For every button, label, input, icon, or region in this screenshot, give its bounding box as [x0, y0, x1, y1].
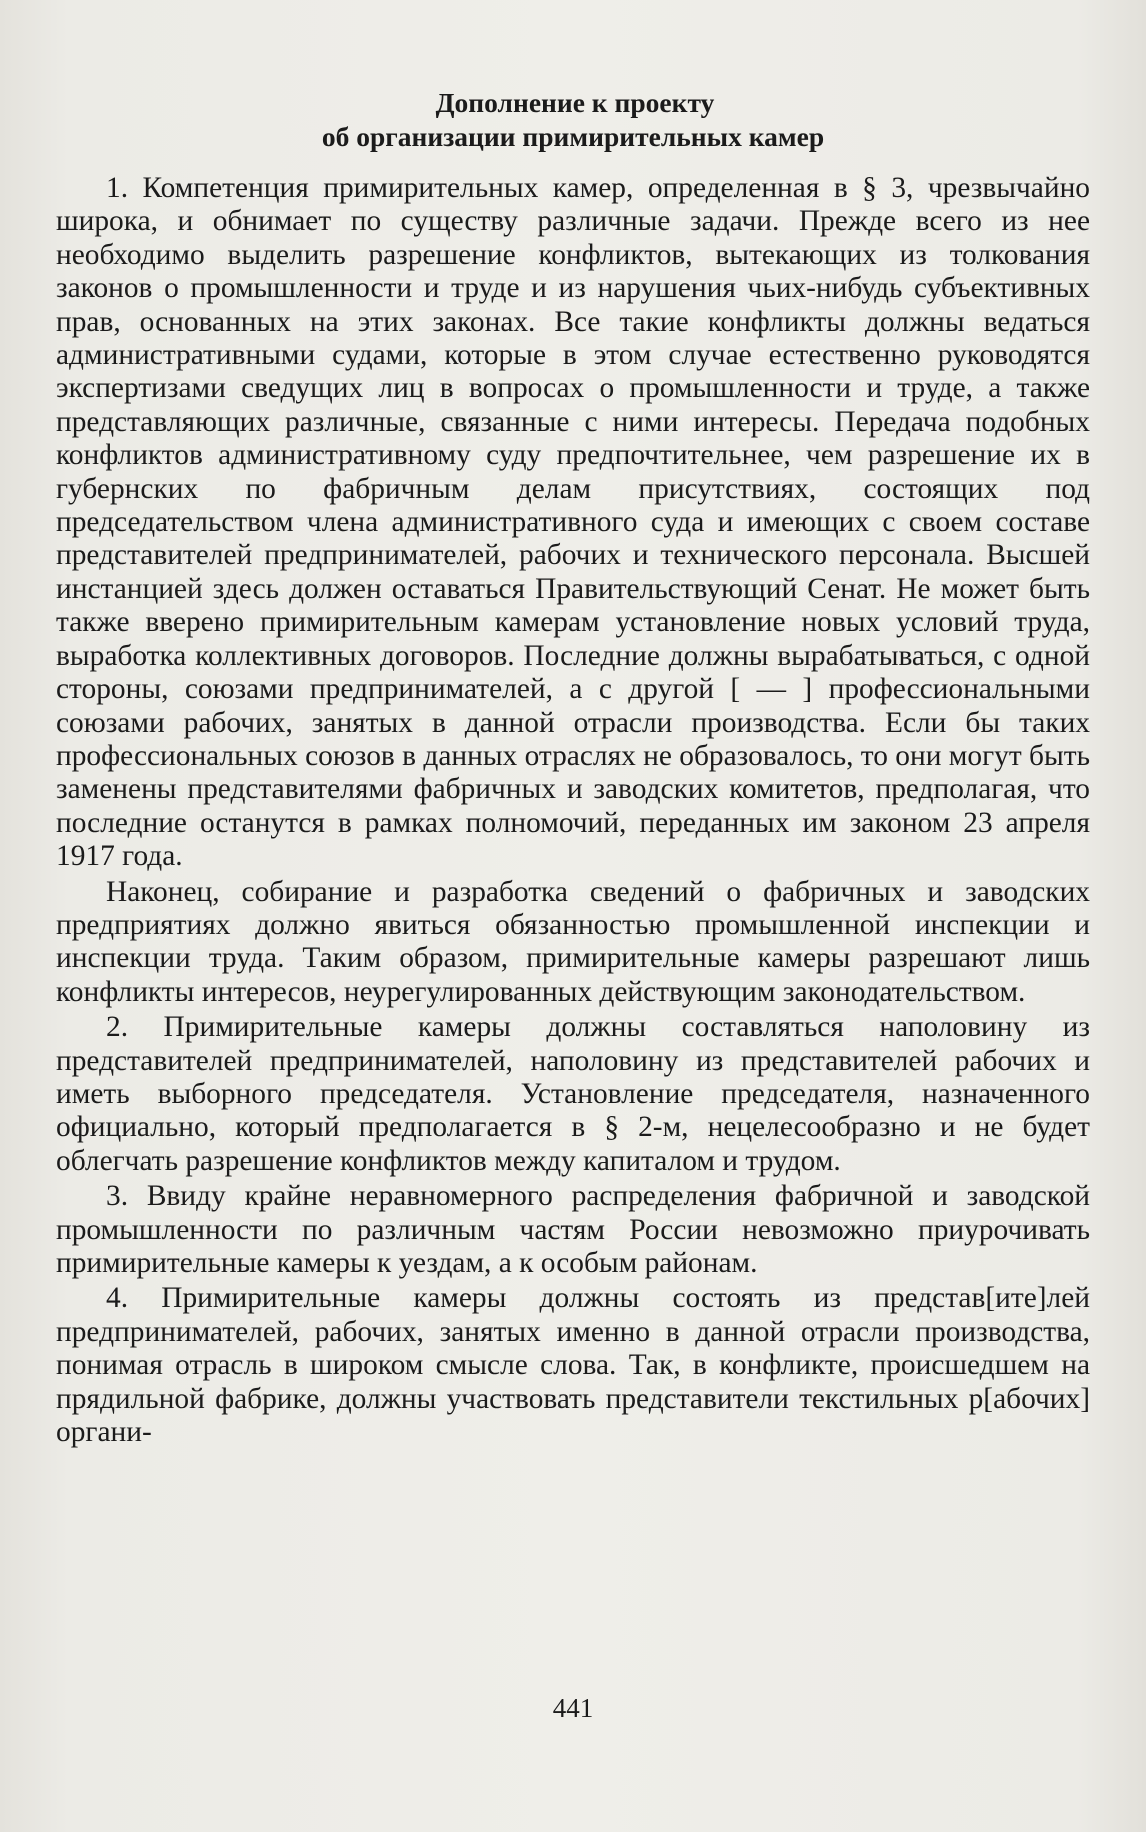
- body-text: [56, 172, 1090, 1449]
- paragraph-2: Наконец, собирание и разработка сведений о фабричных и заводских предприятиях должно явиться обязанностью промышленной инспекции и инспекции труда. Таким образом, примирительные камеры разрешают лишь конфликты интересов, неурегулированных действующим законодательством.: [56, 875, 1090, 1008]
- paragraph-4: 3. Ввиду крайне неравномерного распределения фабричной и заводской промышленности по различным частям России невозможно приурочивать примирительные камеры к уездам, а к особым районам.: [56, 1180, 1090, 1279]
- paragraph-5: 4. Примирительные камеры должны состоять из представ[ите]лей предпринимателей, рабочих, занятых именно в данной отрасли производства, понимая отрасль в широком смысле слова. Так, в конфликте, происшедшем на прядильной фабрике, должны участвовать представители текстильных р[абочих] органи-: [56, 1282, 1090, 1449]
- page-number: 441: [552, 1693, 594, 1723]
- section-title-line-2: об организации примирительных камер: [321, 121, 825, 152]
- section-title-line-1: Дополнение к проекту: [435, 87, 715, 118]
- paragraph-1: 1. Компетенция примирительных камер, определенная в § 3, чрезвычайно широка, и обнимает по существу различные задачи. Прежде всего из нее необходимо выделить разрешение конфликтов, вытекающих из толкования законов о промышленности и труде и из нарушения чьих-нибудь субъективных прав, основанных на этих законах. Все такие конфликты должны ведаться административными судами, которые в этом случае естественно руководятся экспертизами сведущих лиц в вопросах о промышленности и труде, а также представляющих различные, связанные с ними интересы. Передача подобных конфликтов административному суду предпочтительнее, чем разрешение их в губернских по фабричным делам присутствиях, состоящих под председательством члена административного суда и имеющих с своем составе представителей предпринимателей, рабочих и технического персонала. Высшей инстанцией здесь должен оставаться Правительствующий Сенат. Не может быть также вверено примирительным камерам установление новых условий труда, выработка коллективных договоров. Последние должны вырабатываться, с одной стороны, союзами предпринимателей, а с другой [ — ] профессиональными союзами рабочих, занятых в данной отрасли производства. Если бы таких профессиональных союзов в данных отраслях не образовалось, то они могут быть заменены представителями фабричных и заводских комитетов, предполагая, что последние останутся в рамках полномочий, переданных им законом 23 апреля 1917 года.: [56, 172, 1090, 873]
- paragraph-3: 2. Примирительные камеры должны составляться наполовину из представителей предпринимателей, наполовину из представителей рабочих и иметь выборного председателя. Установление председателя, назначенного официально, который предполагается в § 2-м, нецелесообразно и не будет облегчать разрешение конфликтов между капиталом и трудом.: [56, 1011, 1090, 1177]
